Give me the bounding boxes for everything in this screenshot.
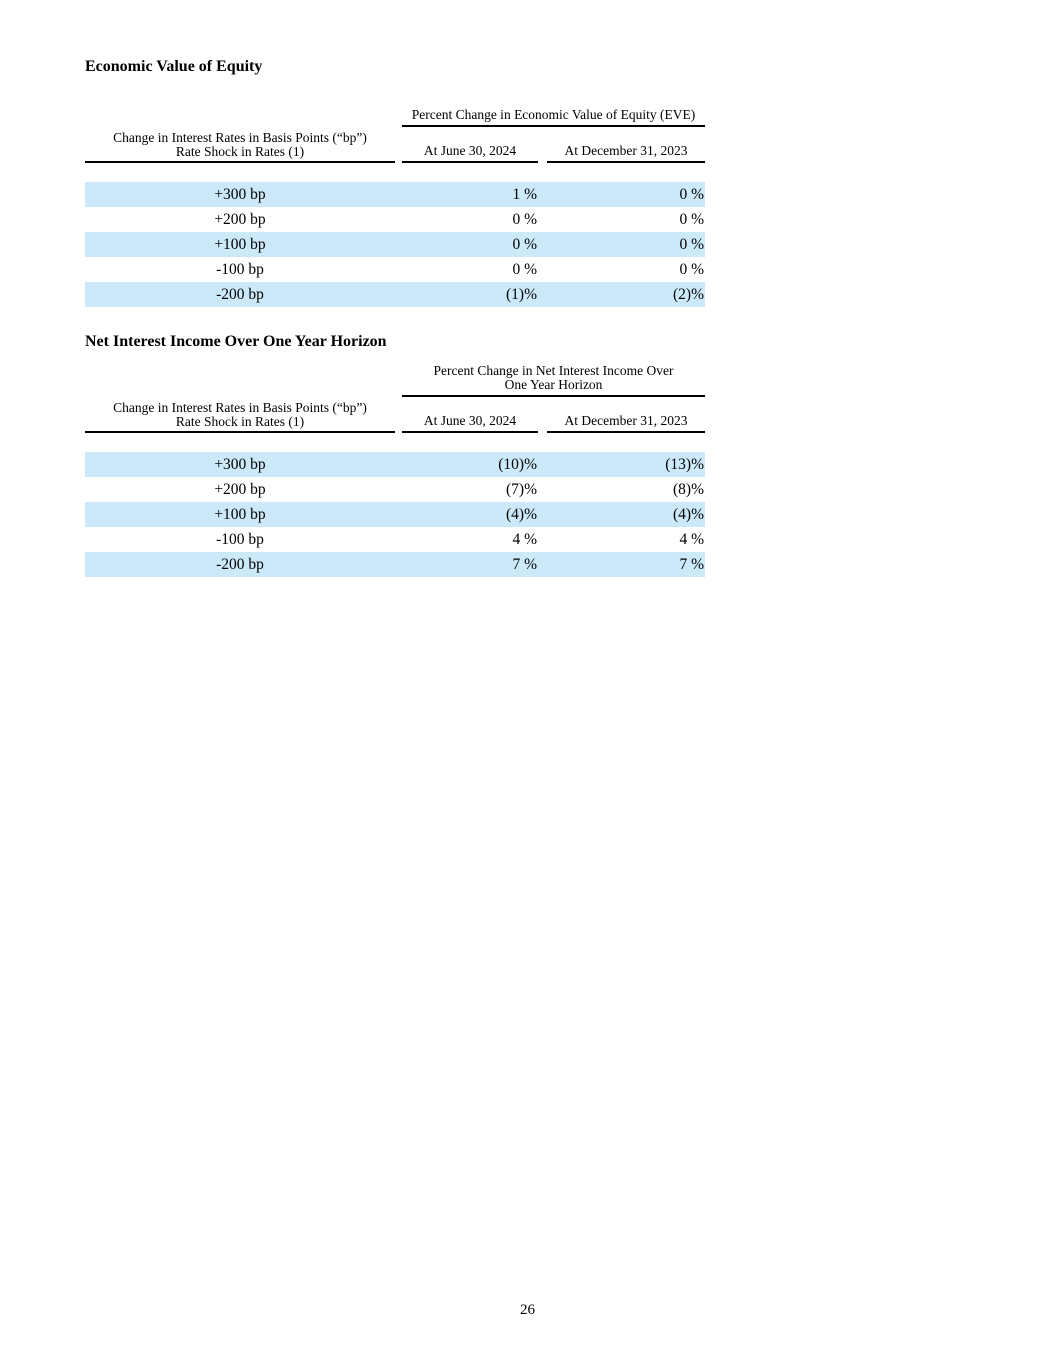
spacer-cell (538, 477, 547, 502)
section-title-eve: Economic Value of Equity (85, 58, 263, 75)
section-title-nii: Net Interest Income Over One Year Horizon (85, 333, 387, 350)
value-december-2023: 7 % (547, 552, 705, 577)
table-row (85, 282, 705, 307)
spacer-cell (538, 207, 547, 232)
table-row (85, 502, 705, 527)
eve-column-header-june-2024: At June 30, 2024 (402, 126, 538, 162)
spacer-cell (395, 477, 402, 502)
value-june-2024: 0 % (512, 210, 537, 228)
value-june-2024: 0 % (402, 232, 538, 257)
rate-shock-label: -200 bp (85, 552, 395, 577)
spacer-cell (395, 527, 402, 552)
value-june-2024: (4)% (402, 502, 538, 527)
rate-shock-label: -100 bp (216, 530, 264, 548)
table-row (85, 527, 705, 552)
value-december-2023: 0 % (547, 232, 705, 257)
spacer-cell (538, 232, 547, 257)
spacer-cell (538, 126, 547, 162)
nii-row-header-line2: Rate Shock in Rates (1) (175, 414, 305, 429)
table-row (85, 452, 705, 477)
spacer-cell (85, 99, 402, 126)
spacer-row (85, 162, 705, 182)
spacer-cell (395, 126, 402, 162)
spacer-cell (395, 257, 402, 282)
value-june-2024: 1 % (402, 182, 538, 207)
value-december-2023: 0 % (679, 260, 704, 278)
value-december-2023: (13)% (547, 452, 705, 477)
spacer-cell (538, 257, 547, 282)
eve-group-header-row (85, 99, 705, 126)
spacer-cell (395, 182, 402, 207)
table-row (85, 477, 705, 502)
value-december-2023: (8)% (673, 480, 705, 498)
spacer-cell (395, 207, 402, 232)
rate-shock-label: +300 bp (85, 182, 395, 207)
eve-column-group-header (402, 99, 705, 126)
rate-shock-label: +200 bp (214, 480, 266, 498)
rate-shock-label: +300 bp (85, 452, 395, 477)
rate-shock-label: -200 bp (85, 282, 395, 307)
value-december-2023: 0 % (547, 182, 705, 207)
spacer-cell (395, 232, 402, 257)
table-row (85, 232, 705, 257)
rate-shock-label: +100 bp (85, 232, 395, 257)
spacer-cell (538, 527, 547, 552)
nii-group-header-row (85, 362, 705, 396)
table-row (85, 207, 705, 232)
nii-row-header (85, 396, 395, 432)
spacer-cell (538, 452, 547, 477)
table-row (85, 552, 705, 577)
value-december-2023: (4)% (547, 502, 705, 527)
eve-row-header-line2: Rate Shock in Rates (1) (175, 144, 305, 159)
rate-shock-label: +100 bp (85, 502, 395, 527)
nii-column-header-december-2023: At December 31, 2023 (547, 396, 705, 432)
nii-group-header-line1: Percent Change in Net Interest Income Over (433, 363, 674, 378)
spacer-cell (395, 282, 402, 307)
nii-group-header-line2: One Year Horizon (504, 377, 603, 392)
value-june-2024: 0 % (512, 260, 537, 278)
spacer-cell (85, 162, 705, 182)
eve-column-header-row (85, 126, 705, 162)
value-june-2024: (7)% (506, 480, 537, 498)
spacer-cell (538, 502, 547, 527)
value-december-2023: (2)% (547, 282, 705, 307)
nii-column-header-row (85, 396, 705, 432)
spacer-cell (395, 396, 402, 432)
value-june-2024: 4 % (512, 530, 537, 548)
nii-row-header-line1: Change in Interest Rates in Basis Points (“bp”) (113, 400, 367, 415)
nii-column-group-header (402, 362, 705, 396)
spacer-cell (538, 282, 547, 307)
nii-table (85, 362, 705, 577)
rate-shock-label: -100 bp (216, 260, 264, 278)
spacer-cell (395, 452, 402, 477)
page-content (85, 0, 705, 577)
eve-row-header (85, 126, 395, 162)
table-row (85, 182, 705, 207)
value-june-2024: (1)% (402, 282, 538, 307)
rate-shock-label: +200 bp (214, 210, 266, 228)
spacer-cell (538, 182, 547, 207)
value-june-2024: 7 % (402, 552, 538, 577)
spacer-cell (85, 432, 705, 452)
nii-column-header-june-2024: At June 30, 2024 (402, 396, 538, 432)
value-june-2024: (10)% (402, 452, 538, 477)
eve-table (85, 99, 705, 307)
spacer-cell (395, 502, 402, 527)
spacer-cell (85, 362, 402, 396)
spacer-row (85, 432, 705, 452)
table-row (85, 257, 705, 282)
spacer-cell (538, 396, 547, 432)
spacer-cell (395, 552, 402, 577)
eve-column-header-december-2023: At December 31, 2023 (547, 126, 705, 162)
spacer-cell (538, 552, 547, 577)
page-number: 26 (520, 1302, 535, 1318)
value-december-2023: 4 % (679, 530, 705, 548)
eve-row-header-line1: Change in Interest Rates in Basis Points (“bp”) (113, 130, 367, 145)
eve-group-header-line: Percent Change in Economic Value of Equity (EVE) (411, 107, 696, 122)
value-december-2023: 0 % (679, 210, 704, 228)
